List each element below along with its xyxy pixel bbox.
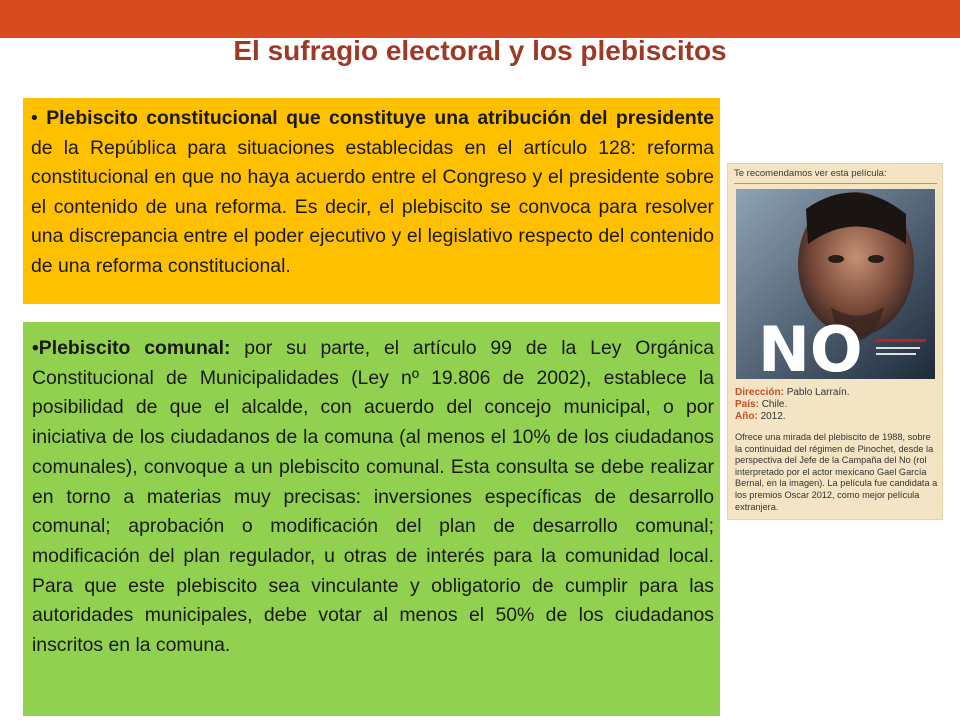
- box1-text: de la República para situaciones establecidas en el artículo 128: reforma constitucional en que no haya acuerdo entre el Congreso y el presidente sobre el contenido de una reforma. Es decir, el plebiscito se convoca para resolver una discrepancia entre el poder ejecutivo y el legislativo respecto del contenido de una reforma constitucional.: [31, 136, 714, 277]
- card-heading: Te recomendamos ver esta película:: [734, 168, 887, 179]
- year-label: Año:: [735, 411, 758, 422]
- director-label: Dirección:: [735, 387, 784, 398]
- bullet: •: [31, 107, 38, 129]
- box2-text: por su parte, el artículo 99 de la Ley Orgánica Constitucional de Municipalidades (Ley nº 19.806 de 2002), establece la posibilidad de que el alcalde, con acuerdo del concejo municipal, o por iniciativa de los ciudadanos de la comuna (al menos el 10% de los ciudadanos comunales), convoque a un plebiscito comunal. Esta consulta se debe realizar en torno a materias muy precisas: inversiones específicas de desarrollo comunal; aprobación o modificación del plan de desarrollo comunal; modificación del plan regulador, u otras de interés para la comunidad local. Para que este plebiscito sea vinculante y obligatorio de cumplir para las autoridades municipales, debe votar al menos el 50% de los ciudadanos inscritos en la comuna.: [32, 337, 714, 657]
- country-label: País:: [735, 399, 759, 410]
- slide-title: El sufragio electoral y los plebiscitos: [233, 35, 727, 66]
- movie-description: Ofrece una mirada del plebiscito de 1988, sobre la continuidad del régimen de Pinochet, desde la perspectiva del Jefe de la Campaña del No (rol interpretado por el actor mexicano Gael García Bernal, en la imagen). La película fue candidata a los premios Oscar 2012, como mejor película extranjera.: [735, 432, 938, 512]
- communal-plebiscite-box: [23, 322, 720, 716]
- poster-title: NO: [758, 313, 863, 379]
- movie-credits: [735, 387, 850, 423]
- year-value: 2012.: [760, 411, 786, 422]
- top-accent-bar: [0, 0, 960, 38]
- box1-bold-text: Plebiscito constitucional que constituye una atribución del presidente: [46, 107, 714, 129]
- director-value: Pablo Larraín.: [786, 387, 850, 398]
- movie-poster: [736, 189, 935, 379]
- movie-recommendation-card: [727, 163, 943, 520]
- card-divider: [734, 183, 937, 184]
- country-value: Chile.: [761, 399, 788, 410]
- box2-bold-text: •Plebiscito comunal:: [32, 337, 231, 359]
- constitutional-plebiscite-box: [23, 98, 720, 304]
